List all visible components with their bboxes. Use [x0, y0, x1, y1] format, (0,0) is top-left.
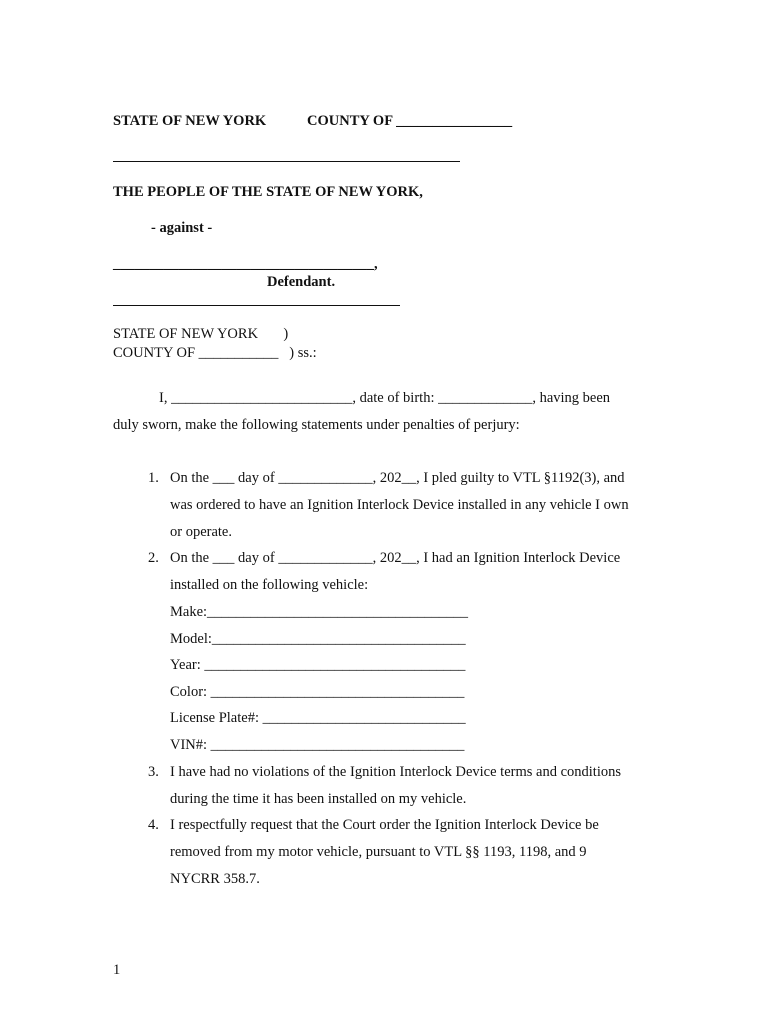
vehicle-make-field: Make:____________________________________ — [170, 604, 469, 620]
intro-line-2: duly sworn, make the following statements under penalties of perjury: — [113, 417, 520, 433]
item-2-line-2: installed on the following vehicle: — [170, 577, 369, 593]
item-2-line-1: On the ___ day of _____________, 202__, I had an Ignition Interlock Device — [170, 550, 621, 566]
item-3-line-2: during the time it has been installed on my vehicle. — [170, 791, 467, 807]
item-3-line-1: I have had no violations of the Ignition Interlock Device terms and conditions — [170, 764, 621, 780]
caption-rule-top — [113, 161, 460, 162]
vehicle-color-field: Color: ___________________________________ — [170, 684, 465, 700]
item-1-line-1: On the ___ day of _____________, 202__, I pled guilty to VTL §1192(3), and — [170, 470, 625, 486]
item-4-line-2: removed from my motor vehicle, pursuant to VTL §§ 1193, 1198, and 9 — [170, 844, 587, 860]
against-label: - against - — [151, 220, 213, 236]
item-1-line-2: was ordered to have an Ignition Interlock Device installed in any vehicle I own — [170, 497, 629, 513]
vehicle-vin-field: VIN#: ___________________________________ — [170, 737, 465, 753]
county-heading: COUNTY OF ________________ — [307, 113, 513, 129]
item-number-3: 3. — [148, 764, 159, 780]
item-1-line-3: or operate. — [170, 524, 232, 540]
vehicle-model-field: Model:___________________________________ — [170, 631, 466, 647]
intro-line-1: I, _________________________, date of birth: _____________, having been — [159, 390, 611, 406]
item-number-1: 1. — [148, 470, 159, 486]
caption-rule-bottom — [113, 305, 400, 306]
defendant-name-blank: ____________________________________, — [113, 256, 378, 272]
item-number-2: 2. — [148, 550, 159, 566]
item-4-line-3: NYCRR 358.7. — [170, 871, 260, 887]
vehicle-plate-field: License Plate#: ____________________________ — [170, 710, 466, 726]
people-heading: THE PEOPLE OF THE STATE OF NEW YORK, — [113, 184, 423, 200]
venue-county: COUNTY OF ___________ ) ss.: — [113, 345, 317, 361]
vehicle-year-field: Year: ____________________________________ — [170, 657, 466, 673]
state-heading: STATE OF NEW YORK — [113, 113, 267, 129]
item-number-4: 4. — [148, 817, 159, 833]
venue-state: STATE OF NEW YORK ) — [113, 326, 289, 342]
page-number: 1 — [113, 962, 121, 978]
item-4-line-1: I respectfully request that the Court order the Ignition Interlock Device be — [170, 817, 599, 833]
defendant-label: Defendant. — [267, 274, 336, 290]
